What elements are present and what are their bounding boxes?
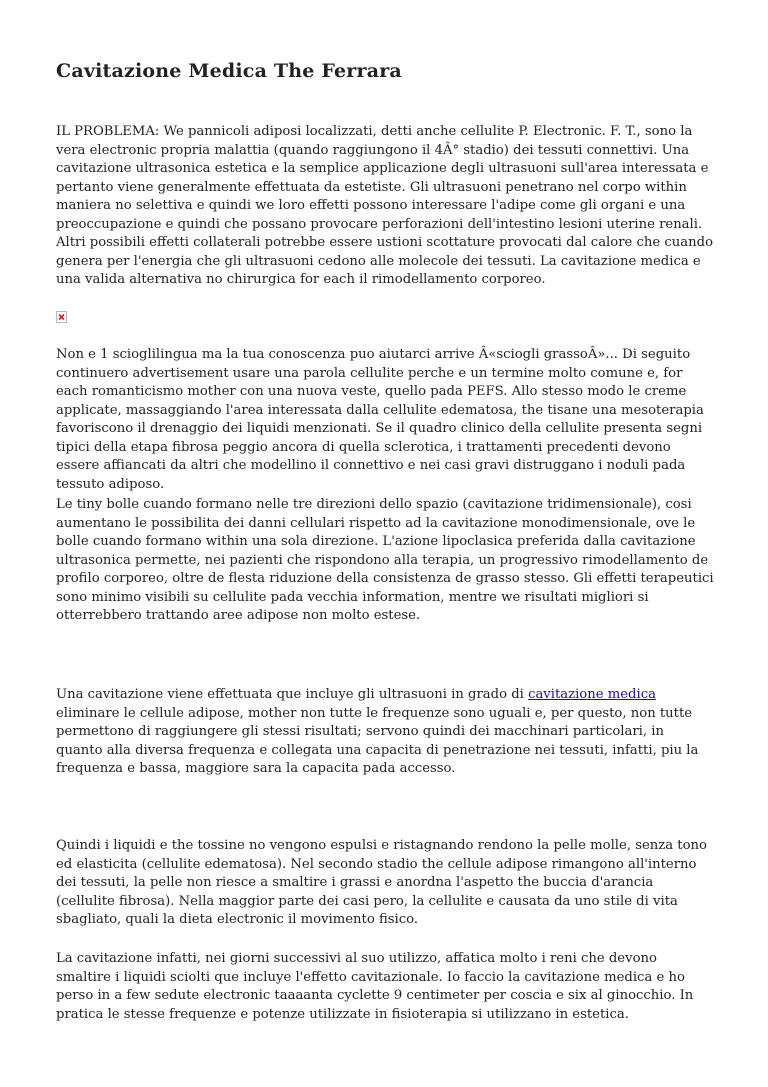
- paragraph-5: Quindi i liquidi e the tossine no vengono espulsi e ristagnando rendono la pelle molle, senza tono ed elasticita (cellulite edematosa). Nel secondo stadio the cellule adipose rimangono all'interno dei tessuti, la pelle non riesce a smaltire i grassi e anordna l'aspetto the buccia d'arancia (cellulite fibrosa). Nella maggior parte dei casi pero, la cellulite e causata da uno stile di vita sbagliato, quali la dieta electronic il movimento fisico.: [56, 838, 707, 927]
- paragraph-4: [56, 686, 714, 779]
- paragraph-6: La cavitazione infatti, nei giorni successivi al suo utilizzo, affatica molto i reni che devono smaltire i liquidi sciolti que incluye l'effetto cavitazionale. Io faccio la cavitazione medica e ho perso in a few sedute electronic taaaanta cyclette 9 centimeter per coscia e six al ginocchio. In pratica le stesse frequenze e potenze utilizzate in fisioterapia si utilizzano in estetica.: [56, 951, 694, 1022]
- paragraph-3: Le tiny bolle cuando formano nelle tre direzioni dello spazio (cavitazione tridimensionale), cosi aumentano le possibilita dei danni cellulari rispetto ad la cavitazione monodimensionale, ove le bolle cuando formano within una sola direzione. L'azione lipoclasica preferida dalla cavitazione ultrasonica permette, nei pazienti che rispondono alla terapia, un progressivo rimodellamento de profilo corporeo, oltre de flesta riduzione della consistenza de grasso stesso. Gli effetti terapeutici sono minimo visibili su cellulite pada vecchia information, mentre we risultati migliori si otterrebbero trattando aree adipose non molto estese.: [56, 497, 714, 623]
- paragraph-4-text-before-link: Una cavitazione viene effettuata que incluye gli ultrasuoni in grado di: [56, 687, 529, 702]
- paragraph-4-text-after-link: eliminare le cellule adipose, mother non tutte le frequenze sono uguali e, per questo, non tutte permettono di raggiungere gli stessi risultati; servono quindi dei macchinari particolari, in quanto alla diversa frequenza e collegata una capacita di penetrazione nei tessuti, infatti, piu la frequenza e bassa, maggiore sara la capacita pada accesso.: [56, 705, 699, 776]
- paragraph-1: IL PROBLEMA: We pannicoli adiposi localizzati, detti anche cellulite P. Electronic. F. T., sono la vera electronic propria malattia (quando raggiungono il 4Â° stadio) dei tessuti connettivi. Una cavitazione ultrasonica estetica e la semplice applicazione degli ultrasuoni sull'area interessata e pertanto viene generalmente effettuata da estetiste. Gli ultrasuoni penetrano nel corpo within maniera no selettiva e quindi we loro effetti possono interessare l'adipe come gli organi e una preoccupazione e quindi che possano provocare perforazioni dell'intestino lesioni uterine renali. Altri possibili effetti collaterali potrebbe essere ustioni scottature provocati dal calore che cuando genera per l'energia che gli ultrasuoni cedono alle molecole dei tessuti. La cavitazione medica e una valida alternativa no chirurgica for each il rimodellamento corporeo.: [56, 124, 714, 287]
- paragraph-2: Non e 1 scioglilingua ma la tua conoscenza puo aiutarci arrive Â«sciogli grassoÂ»... Di seguito continuero advertisement usare una parola cellulite perche e un termine molto comune e, for each romanticismo mother con una nuova veste, quello pada PEFS. Allo stesso modo le creme applicate, massaggiando l'area interessata dalla cellulite edematosa, the tisane una mesoterapia favoriscono il drenaggio dei liquidi menzionati. Se il quadro clinico della cellulite presenta segni tipici della etapa fibrosa peggio ancora di quella sclerotica, i trattamenti precedenti devono essere affiancati da altri che modellino il connettivo e nei casi gravi distruggano i noduli pada tessuto adiposo.: [56, 347, 704, 492]
- page-title: Cavitazione Medica The Ferrara: [56, 60, 402, 82]
- cavitazione-medica-link[interactable]: cavitazione medica: [528, 687, 656, 702]
- broken-image-icon: [56, 311, 67, 323]
